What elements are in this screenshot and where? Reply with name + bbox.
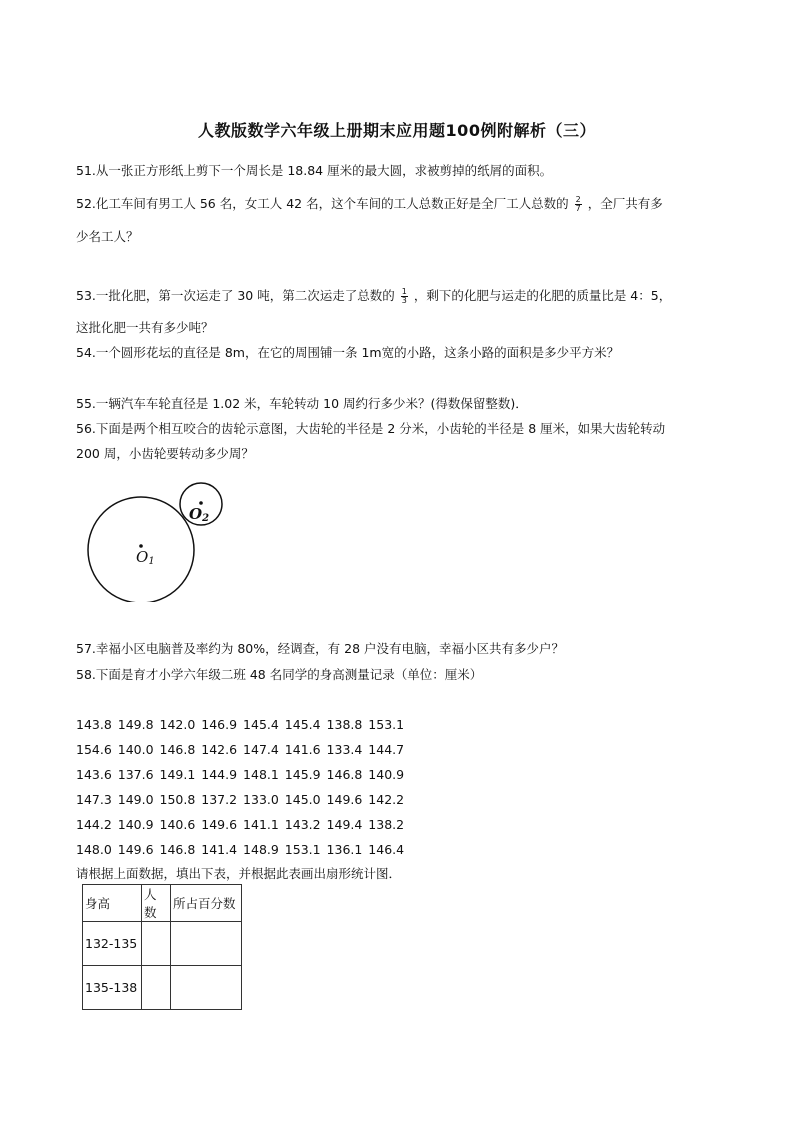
problem-55: 55.一辆汽车车轮直径是 1.02 米，车轮转动 10 周约行多少米？(得数保留整数)． (76, 396, 528, 411)
data-row: 154.6 140.0 146.8 142.6 147.4 141.6 133.4 144.7 (76, 742, 405, 757)
table-header-cell: 所占百分数 (171, 885, 242, 922)
data-row: 143.8 149.8 142.0 146.9 145.4 145.4 138.8 153.1 (76, 717, 405, 732)
table-cell-percent (171, 966, 242, 1010)
problem-53-line1 (76, 288, 671, 305)
problem-52-text-b: ，全厂共有多 (587, 196, 663, 211)
problem-52-line1 (76, 196, 663, 213)
data-row: 148.0 149.6 146.8 141.4 148.9 153.1 136.1 146.4 (76, 842, 405, 857)
table-header-row (83, 885, 242, 922)
table-header-cell: 身高 (83, 885, 142, 922)
table-row (83, 922, 242, 966)
problem-58-instruction: 请根据上面数据，填出下表，并根据此表画出扇形统计图． (76, 866, 402, 881)
fraction-numerator: 2 (575, 195, 581, 204)
label-o1: O1 (136, 548, 155, 567)
fraction-1-3 (401, 288, 408, 305)
data-row: 143.6 137.6 149.1 144.9 148.1 145.9 146.8 140.9 (76, 767, 405, 782)
table-row (83, 966, 242, 1010)
table-cell-height-range: 132-135 (83, 922, 142, 966)
table-cell-count (142, 922, 171, 966)
height-statistics-table (82, 884, 242, 1010)
problem-53-text-b: ，剩下的化肥与运走的化肥的质量比是 4：5， (413, 288, 672, 303)
label-o2: O2 (189, 505, 210, 524)
table-cell-percent (171, 922, 242, 966)
problem-53-text-a: 53.一批化肥，第一次运走了 30 吨，第二次运走了总数的 (76, 288, 395, 303)
data-row: 144.2 140.9 140.6 149.6 141.1 143.2 149.4 138.2 (76, 817, 405, 832)
problem-52-line2: 少名工人？ (76, 229, 139, 244)
problem-57: 57.幸福小区电脑普及率约为 80%，经调查，有 28 户没有电脑，幸福小区共有多少户？ (76, 641, 564, 656)
fraction-2-7 (575, 196, 582, 213)
fraction-numerator: 1 (401, 287, 407, 296)
problem-56-line2: 200 周，小齿轮要转动多少周？ (76, 446, 254, 461)
problem-53-line2: 这批化肥一共有多少吨？ (76, 320, 214, 335)
problem-52-text-a: 52.化工车间有男工人 56 名，女工人 42 名，这个车间的工人总数正好是全厂工人总数的 (76, 196, 569, 211)
fraction-denominator: 3 (401, 296, 407, 305)
problem-56-line1: 56.下面是两个相互咬合的齿轮示意图，大齿轮的半径是 2 分米，小齿轮的半径是 8 厘米，如果大齿轮转动 (76, 421, 666, 436)
gear-diagram (80, 472, 240, 602)
data-row: 147.3 149.0 150.8 137.2 133.0 145.0 149.6 142.2 (76, 792, 405, 807)
problem-54: 54.一个圆形花坛的直径是 8m，在它的周围铺一条 1m宽的小路，这条小路的面积是多少平方米？ (76, 345, 620, 360)
page-title: 人教版数学六年级上册期末应用题100例附解析（三） (198, 121, 596, 140)
problem-58: 58.下面是育才小学六年级二班 48 名同学的身高测量记录（单位：厘米） (76, 667, 483, 682)
fraction-denominator: 7 (575, 204, 581, 213)
table-cell-count (142, 966, 171, 1010)
table-header-cell: 人数 (142, 885, 171, 922)
problem-51: 51.从一张正方形纸上剪下一个周长是 18.84 厘米的最大圆，求被剪掉的纸屑的面积。 (76, 163, 553, 178)
table-cell-height-range: 135-138 (83, 966, 142, 1010)
